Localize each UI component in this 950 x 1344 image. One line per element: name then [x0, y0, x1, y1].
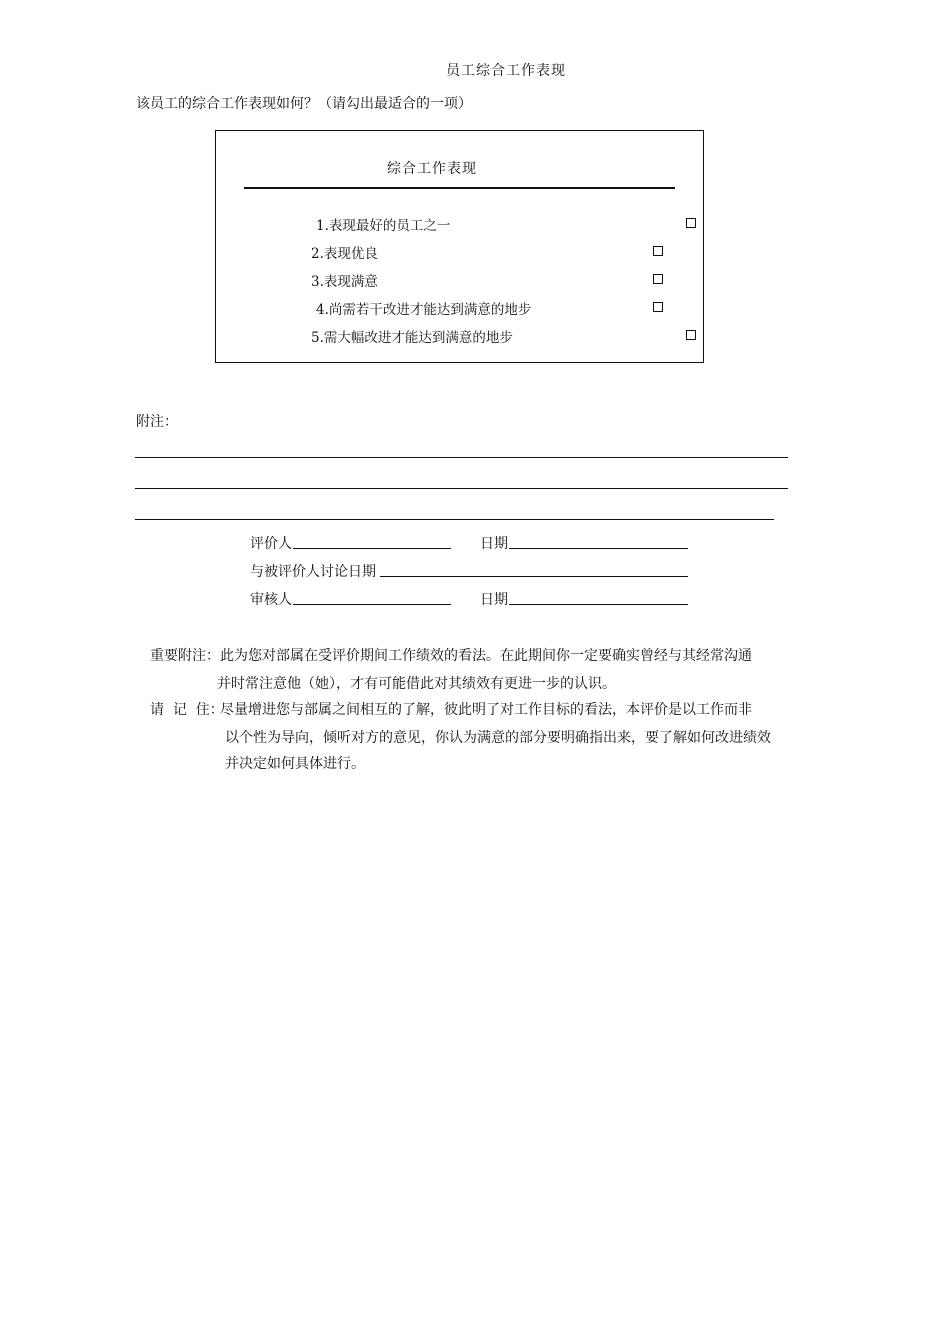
box-divider [244, 187, 675, 189]
notes-label: 附注： [136, 414, 178, 430]
evaluator-label: 评价人 [250, 536, 292, 552]
box-title: 综合工作表现 [387, 161, 477, 177]
reviewer-label: 审核人 [250, 592, 292, 608]
notes-line-1[interactable] [135, 457, 788, 458]
remember-label: 请 记 住： [150, 702, 224, 718]
option-5-label: 5.需大幅改进才能达到满意的地步 [311, 330, 513, 346]
option-2-label: 2.表现优良 [311, 246, 378, 262]
question-text: 该员工的综合工作表现如何？（请勾出最适合的一项） [136, 96, 472, 112]
option-5-checkbox[interactable] [686, 330, 696, 340]
remember-line-1: 尽量增进您与部属之间相互的了解，彼此明了对工作目标的看法，本评价是以工作而非 [220, 702, 752, 718]
discussion-date-label: 与被评价人讨论日期 [250, 564, 376, 580]
option-4-checkbox[interactable] [653, 302, 663, 312]
evaluator-field[interactable] [293, 548, 451, 549]
notes-line-3[interactable] [135, 519, 774, 520]
remember-line-3: 并决定如何具体进行。 [225, 756, 365, 772]
remember-line-2: 以个性为导向，倾听对方的意见，你认为满意的部分要明确指出来，要了解如何改进绩效 [225, 730, 771, 746]
important-note-line-1: 此为您对部属在受评价期间工作绩效的看法。在此期间你一定要确实曾经与其经常沟通 [220, 648, 752, 664]
important-note-label: 重要附注： [150, 648, 220, 664]
option-3-label: 3.表现满意 [311, 274, 378, 290]
option-4-label: 4.尚需若干改进才能达到满意的地步 [316, 302, 532, 318]
option-1-checkbox[interactable] [686, 218, 696, 228]
page-title: 员工综合工作表现 [446, 63, 566, 79]
date-1-field[interactable] [509, 548, 688, 549]
option-2-checkbox[interactable] [653, 246, 663, 256]
date-1-label: 日期 [480, 536, 508, 552]
discussion-date-field[interactable] [380, 576, 688, 577]
important-note-line-2: 并时常注意他（她），才有可能借此对其绩效有更进一步的认识。 [217, 676, 616, 692]
notes-line-2[interactable] [135, 488, 788, 489]
option-3-checkbox[interactable] [653, 274, 663, 284]
date-2-label: 日期 [480, 592, 508, 608]
reviewer-field[interactable] [293, 604, 451, 605]
option-1-label: 1.表现最好的员工之一 [316, 218, 451, 234]
date-2-field[interactable] [509, 604, 688, 605]
